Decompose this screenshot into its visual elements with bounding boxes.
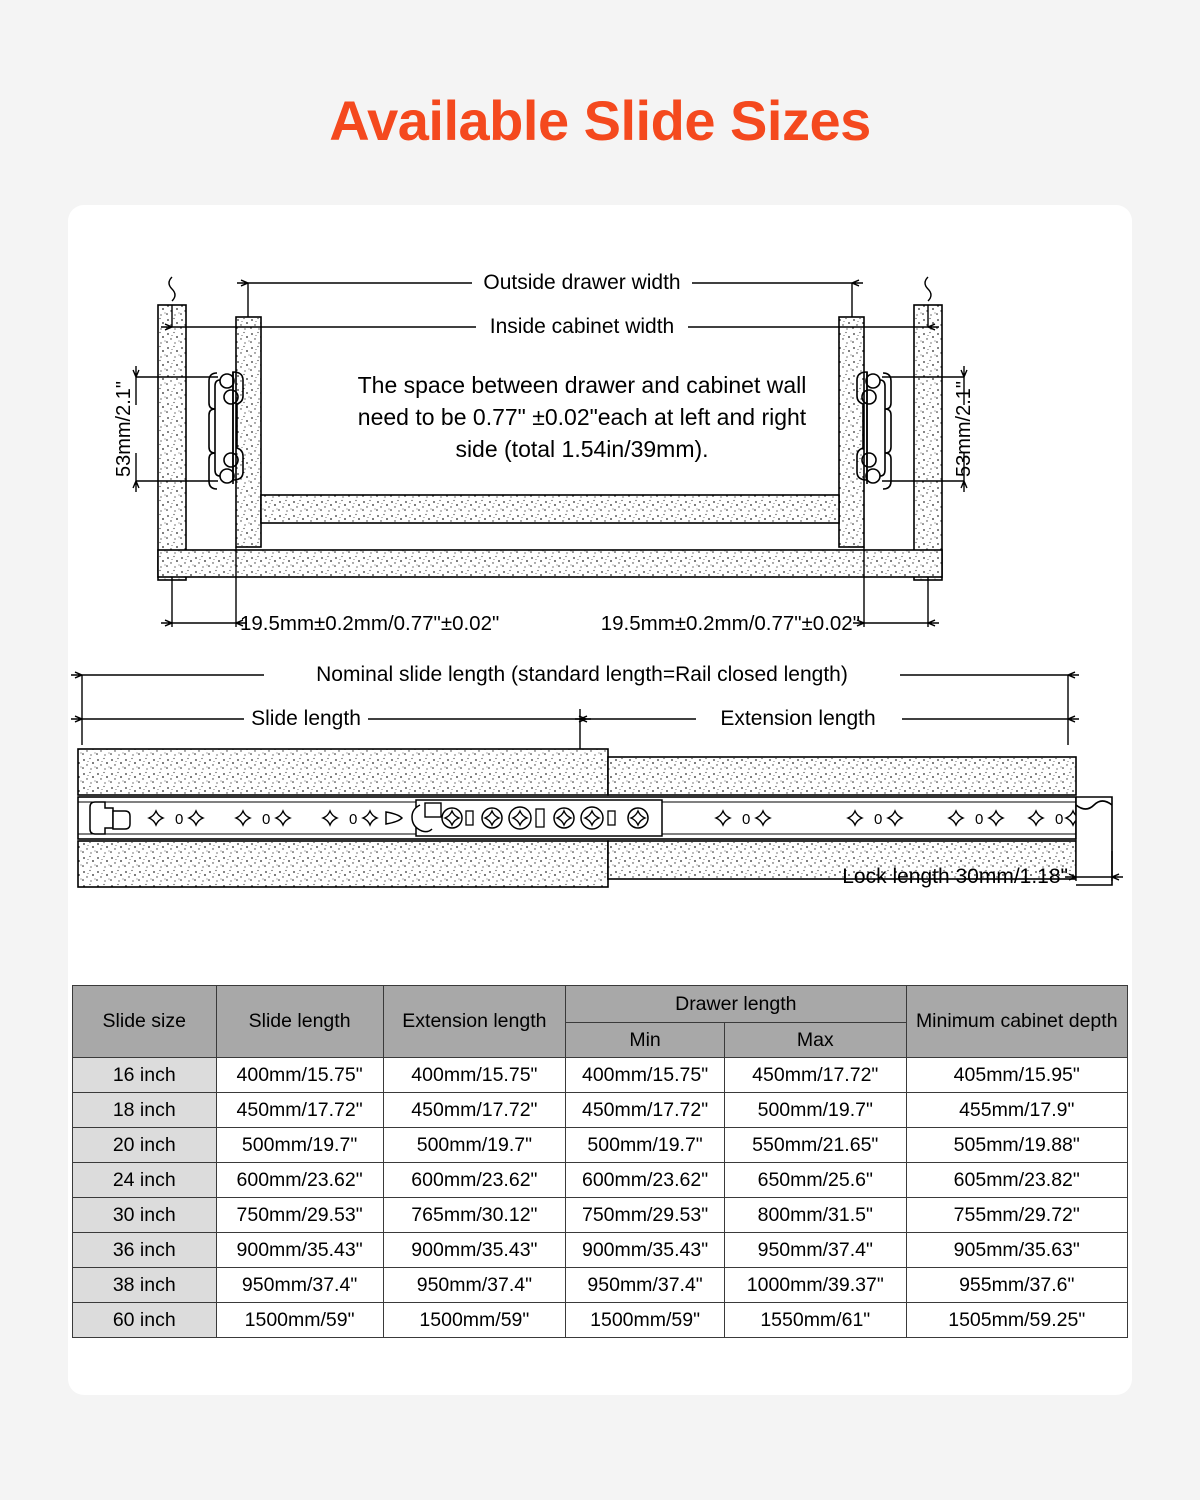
note-line-2: need to be 0.77" ±0.02"each at left and right xyxy=(357,404,807,430)
cell-slide-size: 30 inch xyxy=(73,1198,217,1233)
content-card xyxy=(68,205,1132,1395)
cell-min-cabinet-depth: 755mm/29.72" xyxy=(906,1198,1128,1233)
table-row xyxy=(73,1268,1128,1303)
label-outside-drawer-width: Outside drawer width xyxy=(483,271,681,294)
table-row xyxy=(73,1233,1128,1268)
svg-text:0: 0 xyxy=(975,811,984,828)
cell-drawer-min: 1500mm/59" xyxy=(566,1303,725,1338)
cell-extension-length: 900mm/35.43" xyxy=(383,1233,565,1268)
header-drawer-max: Max xyxy=(725,1023,906,1058)
cell-extension-length: 450mm/17.72" xyxy=(383,1093,565,1128)
cell-extension-length: 600mm/23.62" xyxy=(383,1163,565,1198)
cell-slide-size: 38 inch xyxy=(73,1268,217,1303)
cell-min-cabinet-depth: 405mm/15.95" xyxy=(906,1058,1128,1093)
cell-slide-length: 950mm/37.4" xyxy=(216,1268,383,1303)
label-slide-length: Slide length xyxy=(251,707,361,730)
header-drawer-length: Drawer length xyxy=(566,986,906,1023)
svg-text:0: 0 xyxy=(175,811,184,828)
label-gap-right: 19.5mm±0.2mm/0.77"±0.02" xyxy=(600,612,860,635)
cell-slide-length: 450mm/17.72" xyxy=(216,1093,383,1128)
cell-extension-length: 765mm/30.12" xyxy=(383,1198,565,1233)
cell-min-cabinet-depth: 955mm/37.6" xyxy=(906,1268,1128,1303)
cell-extension-length: 950mm/37.4" xyxy=(383,1268,565,1303)
cell-drawer-max: 550mm/21.65" xyxy=(725,1128,906,1163)
bottom-diagram xyxy=(68,645,1132,985)
cell-extension-length: 400mm/15.75" xyxy=(383,1058,565,1093)
cell-drawer-min: 600mm/23.62" xyxy=(566,1163,725,1198)
ball-bearing-carriage xyxy=(386,800,662,836)
lock-tail xyxy=(1076,797,1112,885)
cell-min-cabinet-depth: 505mm/19.88" xyxy=(906,1128,1128,1163)
slide-size-table xyxy=(72,985,1128,1338)
cell-slide-length: 750mm/29.53" xyxy=(216,1198,383,1233)
table-row xyxy=(73,1163,1128,1198)
cell-slide-length: 400mm/15.75" xyxy=(216,1058,383,1093)
cell-drawer-max: 1550mm/61" xyxy=(725,1303,906,1338)
cell-slide-size: 16 inch xyxy=(73,1058,217,1093)
svg-text:0: 0 xyxy=(1055,811,1064,828)
table-row xyxy=(73,1198,1128,1233)
table-head xyxy=(73,986,1128,1058)
cell-drawer-min: 500mm/19.7" xyxy=(566,1128,725,1163)
cell-slide-length: 900mm/35.43" xyxy=(216,1233,383,1268)
cell-drawer-min: 750mm/29.53" xyxy=(566,1198,725,1233)
table-header-row-1 xyxy=(73,986,1128,1023)
note-line-3: side (total 1.54in/39mm). xyxy=(455,436,709,462)
cell-drawer-min: 450mm/17.72" xyxy=(566,1093,725,1128)
label-lock-length: Lock length 30mm/1.18" xyxy=(842,865,1068,888)
cell-min-cabinet-depth: 455mm/17.9" xyxy=(906,1093,1128,1128)
cell-drawer-max: 950mm/37.4" xyxy=(725,1233,906,1268)
cell-drawer-min: 950mm/37.4" xyxy=(566,1268,725,1303)
svg-text:0: 0 xyxy=(349,811,358,828)
svg-text:0: 0 xyxy=(262,811,271,828)
cell-drawer-max: 650mm/25.6" xyxy=(725,1163,906,1198)
table-body xyxy=(73,1058,1128,1338)
cell-slide-size: 18 inch xyxy=(73,1093,217,1128)
svg-text:0: 0 xyxy=(742,811,751,828)
cell-min-cabinet-depth: 905mm/35.63" xyxy=(906,1233,1128,1268)
label-slide-height-left: 53mm/2.1" xyxy=(113,380,135,478)
header-drawer-min: Min xyxy=(566,1023,725,1058)
header-extension-length: Extension length xyxy=(383,986,565,1058)
header-min-cabinet-depth: Minimum cabinet depth xyxy=(906,986,1128,1058)
note-line-1: The space between drawer and cabinet wall xyxy=(357,372,807,398)
label-inside-cabinet-width: Inside cabinet width xyxy=(489,315,675,338)
cell-slide-size: 36 inch xyxy=(73,1233,217,1268)
label-slide-height-right: 53mm/2.1" xyxy=(953,380,975,478)
cell-drawer-max: 450mm/17.72" xyxy=(725,1058,906,1093)
page-title: Available Slide Sizes xyxy=(329,89,871,152)
cell-slide-length: 600mm/23.62" xyxy=(216,1163,383,1198)
cell-drawer-min: 400mm/15.75" xyxy=(566,1058,725,1093)
cell-extension-length: 500mm/19.7" xyxy=(383,1128,565,1163)
cell-drawer-max: 500mm/19.7" xyxy=(725,1093,906,1128)
header-slide-length: Slide length xyxy=(216,986,383,1058)
label-gap-left: 19.5mm±0.2mm/0.77"±0.02" xyxy=(240,612,500,635)
slide-size-table-wrap xyxy=(72,985,1128,1338)
label-nominal-slide-length: Nominal slide length (standard length=Rail closed length) xyxy=(316,663,848,686)
cell-drawer-max: 800mm/31.5" xyxy=(725,1198,906,1233)
label-extension-length: Extension length xyxy=(720,707,876,730)
table-row xyxy=(73,1058,1128,1093)
cell-slide-size: 24 inch xyxy=(73,1163,217,1198)
table-row xyxy=(73,1128,1128,1163)
cell-drawer-min: 900mm/35.43" xyxy=(566,1233,725,1268)
cell-slide-length: 1500mm/59" xyxy=(216,1303,383,1338)
cell-slide-size: 60 inch xyxy=(73,1303,217,1338)
cell-extension-length: 1500mm/59" xyxy=(383,1303,565,1338)
svg-text:0: 0 xyxy=(874,811,883,828)
cell-min-cabinet-depth: 1505mm/59.25" xyxy=(906,1303,1128,1338)
top-diagram xyxy=(68,205,1132,665)
table-row xyxy=(73,1093,1128,1128)
header-slide-size: Slide size xyxy=(73,986,217,1058)
cell-slide-length: 500mm/19.7" xyxy=(216,1128,383,1163)
cell-drawer-max: 1000mm/39.37" xyxy=(725,1268,906,1303)
table-row xyxy=(73,1303,1128,1338)
cell-slide-size: 20 inch xyxy=(73,1128,217,1163)
cell-min-cabinet-depth: 605mm/23.82" xyxy=(906,1163,1128,1198)
